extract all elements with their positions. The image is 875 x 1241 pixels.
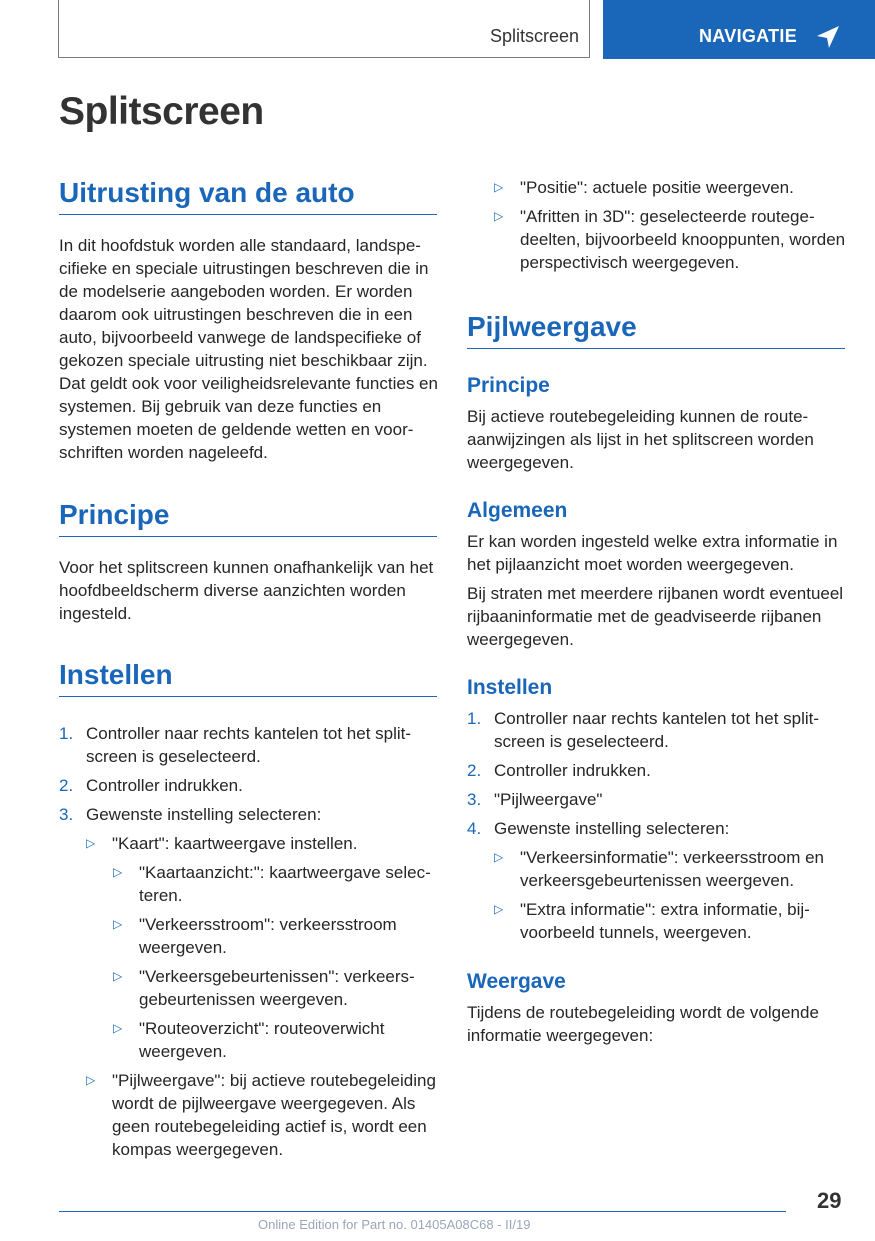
step-number: 2.: [467, 761, 482, 780]
navigation-arrow-icon: [815, 24, 841, 50]
list-item: [467, 205, 847, 274]
step-number: 3.: [467, 790, 482, 809]
step-text: Controller naar rechts kantelen tot het splitscreen is geselecteerd.: [86, 724, 412, 766]
option-text: "Kaartaanzicht:": kaartweergave selecteren.: [139, 863, 431, 905]
footer-edition-text: Online Edition for Part no. 01405A08C68 - II/19: [258, 1217, 531, 1232]
subheading-algemeen: Algemeen: [467, 499, 568, 522]
paragraph-principe: Voor het splitscreen kunnen onafhankelijk van het hoofdbeeldscherm diverse aanzichten worden ingesteld.: [59, 558, 434, 623]
step-text: Gewenste instelling selecteren:: [86, 805, 322, 824]
bullet-triangle-icon: ▷: [494, 902, 504, 916]
list-item: [467, 759, 847, 782]
bullet-triangle-icon: ▷: [113, 1021, 123, 1035]
list-item: [59, 774, 439, 797]
step-number: 4.: [467, 819, 482, 838]
list-item: [59, 803, 439, 826]
heading-principe: Principe: [59, 498, 437, 537]
chapter-tab: [603, 0, 875, 59]
instellen-steps-list: [59, 722, 439, 1167]
option-text: "Extra informatie": extra informatie, bijvoorbeeld tunnels, weergeven.: [520, 900, 810, 942]
option-text: "Verkeersstroom": verkeersstroom weergeven.: [139, 915, 397, 957]
heading-pijlweergave: Pijlweergave: [467, 310, 845, 349]
step-text: Gewenste instelling selecteren:: [494, 819, 730, 838]
step-number: 3.: [59, 805, 74, 824]
bullet-triangle-icon: ▷: [113, 917, 123, 931]
bullet-triangle-icon: ▷: [86, 1073, 96, 1087]
option-text: "Afritten in 3D": geselecteerde routegedeelten, bijvoorbeeld knooppunten, worden perspectivisch weergegeven.: [520, 207, 846, 272]
step-number: 1.: [59, 724, 74, 743]
step-number: 1.: [467, 709, 482, 728]
list-item: [59, 832, 439, 855]
list-item: [59, 913, 439, 959]
list-item: [467, 898, 847, 944]
list-item: [59, 1017, 439, 1063]
option-text: "Routeoverzicht": routeoverwicht weergeven.: [139, 1019, 385, 1061]
subheading-principe: Principe: [467, 374, 550, 397]
header-section-title: Splitscreen: [489, 26, 579, 46]
paragraph-algemeen-2: Bij straten met meerdere rijbanen wordt eventueel rijbaaninformatie met de geadviseerde rijbanen weergegeven.: [467, 584, 844, 649]
bullet-triangle-icon: ▷: [494, 180, 504, 194]
step-text: Controller indrukken.: [86, 776, 243, 795]
bullet-triangle-icon: ▷: [86, 836, 96, 850]
list-item: [59, 722, 439, 768]
paragraph-principe-right: Bij actieve routebegeleiding kunnen de routeaanwijzingen als lijst in het splitscreen worden weergegeven.: [467, 407, 814, 472]
heading-uitrusting: Uitrusting van de auto: [59, 176, 437, 215]
continued-options-list: [467, 176, 847, 280]
bullet-triangle-icon: ▷: [113, 865, 123, 879]
list-item: [467, 817, 847, 840]
paragraph-uitrusting: In dit hoofdstuk worden alle standaard, landspecifieke en speciale uitrustingen beschreven die in de modelserie aangeboden worden. Er worden daarom ook uitrustingen beschreven die in een auto, bijvoorbeeld vanwege de landspecifieke of gekozen speciale uitrusting niet beschikbaar zijn. Dat geldt ook voor veiligheidsrelevante functies en systemen. Bij gebruik van deze functies en systemen moeten de geldende wetten en voorschriften worden nageleefd.: [59, 236, 438, 462]
step-text: Controller indrukken.: [494, 761, 651, 780]
list-item: [59, 965, 439, 1011]
page-number: 29: [817, 1188, 842, 1213]
list-item: [59, 1069, 439, 1161]
subheading-instellen: Instellen: [467, 676, 553, 699]
step-text: Controller naar rechts kantelen tot het splitscreen is geselecteerd.: [494, 709, 820, 751]
footer-divider: [59, 1211, 786, 1212]
page-title: Splitscreen: [59, 90, 264, 133]
paragraph-algemeen-1: Er kan worden ingesteld welke extra informatie in het pijlaanzicht moet worden weergegeven.: [467, 532, 838, 574]
heading-instellen: Instellen: [59, 658, 437, 697]
step-text: "Pijlweergave": [494, 790, 603, 809]
bullet-triangle-icon: ▷: [494, 209, 504, 223]
step-number: 2.: [59, 776, 74, 795]
list-item: [467, 707, 847, 753]
option-text: "Verkeersgebeurtenissen": verkeersgebeurtenissen weergeven.: [139, 967, 415, 1009]
bullet-triangle-icon: ▷: [113, 969, 123, 983]
list-item: [467, 846, 847, 892]
bullet-triangle-icon: ▷: [494, 850, 504, 864]
instellen-steps-list-right: [467, 707, 847, 950]
option-text: "Kaart": kaartweergave instellen.: [112, 834, 358, 853]
option-text: "Positie": actuele positie weergeven.: [520, 178, 794, 197]
chapter-tab-label: NAVIGATIE: [699, 26, 798, 46]
list-item: [59, 861, 439, 907]
option-text: "Verkeersinformatie": verkeersstroom en verkeersgebeurtenissen weergeven.: [520, 848, 825, 890]
paragraph-weergave: Tijdens de routebegeleiding wordt de volgende informatie weergegeven:: [467, 1003, 819, 1045]
list-item: [467, 788, 847, 811]
list-item: [467, 176, 847, 199]
option-text: "Pijlweergave": bij actieve routebegeleiding wordt de pijlweergave weergegeven. Als geen routebegeleiding actief is, wordt een kompas weergegeven.: [112, 1071, 436, 1159]
subheading-weergave: Weergave: [467, 970, 566, 993]
header-section-box: [58, 0, 590, 58]
